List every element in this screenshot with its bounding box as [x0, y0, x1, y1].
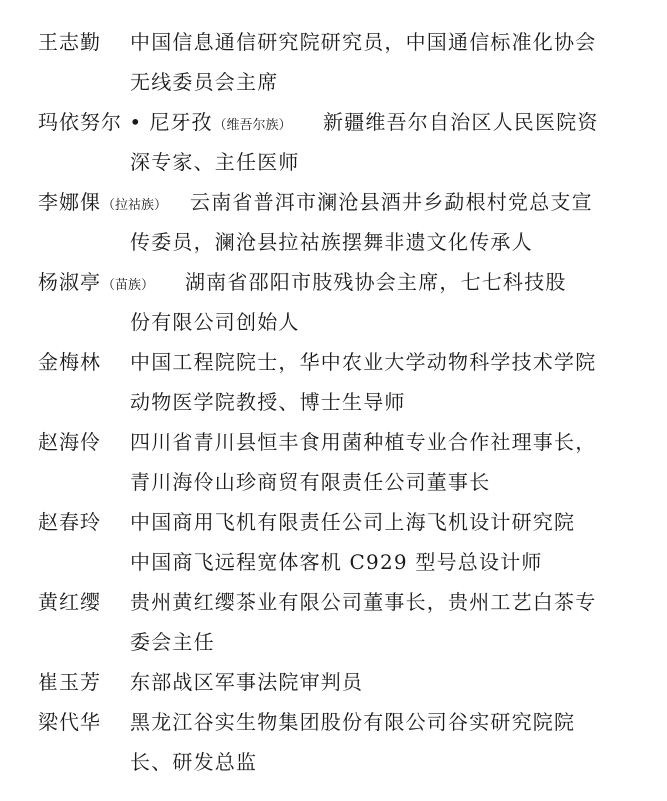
description-line: 份有限公司创始人 — [130, 310, 300, 334]
description-line: 中国商用飞机有限责任公司上海飞机设计研究院 — [130, 510, 576, 534]
description-line: 传委员，澜沧县拉祜族摆舞非遗文化传承人 — [130, 230, 533, 254]
description-line: 动物医学院教授、博士生导师 — [130, 390, 406, 414]
ethnic-group: （拉祜族） — [102, 198, 168, 213]
person-name: 金梅林 — [38, 350, 101, 374]
person-name: 杨淑亭（苗族） — [38, 270, 155, 294]
description-line: 中国工程院院士，华中农业大学动物科学技术学院 — [130, 350, 597, 374]
person-name: 梁代华 — [38, 710, 101, 734]
person-name: 王志勤 — [38, 30, 101, 54]
ethnic-group: （维吾尔族） — [213, 118, 292, 133]
description-line: 深专家、主任医师 — [130, 150, 300, 174]
description-line: 长、研发总监 — [130, 750, 258, 774]
person-name: 崔玉芳 — [38, 670, 101, 694]
ethnic-group: （苗族） — [102, 278, 155, 293]
person-name: 赵春玲 — [38, 510, 101, 534]
description-line: 黑龙江谷实生物集团股份有限公司谷实研究院院 — [130, 710, 576, 734]
description-line: 委会主任 — [130, 630, 215, 654]
description-line: 湖南省邵阳市肢残协会主席，七七科技股 — [185, 270, 567, 294]
person-name: 黄红缨 — [38, 590, 101, 614]
description-line: 四川省青川县恒丰食用菌种植专业合作社理事长， — [130, 430, 597, 454]
description-line: 东部战区军事法院审判员 — [130, 670, 364, 694]
description-line: 青川海伶山珍商贸有限责任公司董事长 — [130, 470, 491, 494]
description-line: 中国信息通信研究院研究员，中国通信标准化协会 — [130, 30, 597, 54]
description-line: 云南省普洱市澜沧县酒井乡勐根村党总支宣 — [190, 190, 593, 214]
description-line: 中国商飞远程宽体客机 C929 型号总设计师 — [130, 550, 543, 574]
person-name: 玛依努尔 • 尼牙孜（维吾尔族） — [38, 110, 292, 134]
person-name: 李娜倮（拉祜族） — [38, 190, 168, 214]
person-name: 赵海伶 — [38, 430, 101, 454]
description-line: 贵州黄红缨茶业有限公司董事长，贵州工艺白茶专 — [130, 590, 597, 614]
description-line: 无线委员会主席 — [130, 70, 279, 94]
description-line: 新疆维吾尔自治区人民医院资 — [323, 110, 599, 134]
